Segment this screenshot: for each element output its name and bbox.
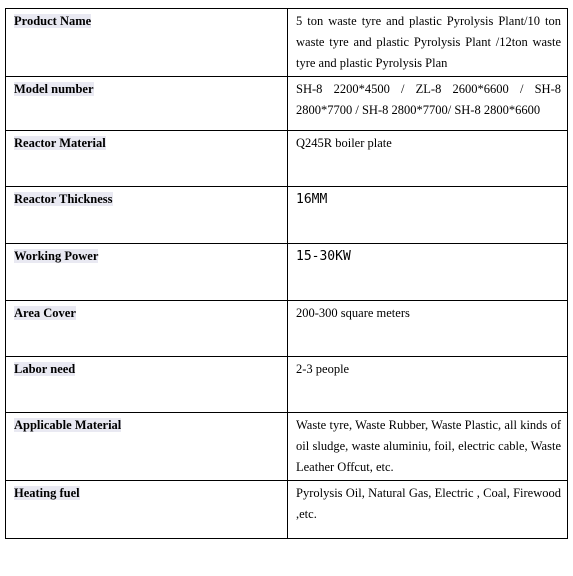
row-label-cell	[6, 244, 288, 301]
product-name-label: Product Name	[14, 14, 92, 28]
table-row	[6, 413, 568, 481]
area-cover-value: 200-300 square meters	[288, 301, 568, 357]
labor-need-label: Labor need	[14, 362, 76, 376]
reactor-thickness-label: Reactor Thickness	[14, 192, 113, 206]
table-row	[6, 9, 568, 77]
labor-need-value: 2-3 people	[288, 357, 568, 413]
table-row	[6, 77, 568, 131]
row-label-cell	[6, 77, 288, 131]
heating-fuel-label: Heating fuel	[14, 486, 80, 500]
reactor-material-value: Q245R boiler plate	[288, 131, 568, 187]
row-label-cell	[6, 187, 288, 244]
model-number-value: SH-8 2200*4500 / ZL-8 2600*6600 / SH-8 2800*7700 / SH-8 2800*7700/ SH-8 2800*6600	[288, 77, 568, 131]
applicable-material-value: Waste tyre, Waste Rubber, Waste Plastic, all kinds of oil sludge, waste aluminiu, foil, electric cable, Waste Leather Offcut, etc.	[288, 413, 568, 481]
table-row	[6, 244, 568, 301]
row-label-cell	[6, 481, 288, 539]
product-name-value: 5 ton waste tyre and plastic Pyrolysis Plant/10 ton waste tyre and plastic Pyrolysis Plant /12ton waste tyre and plastic Pyrolysis Plan	[288, 9, 568, 77]
table-row	[6, 357, 568, 413]
table-row	[6, 301, 568, 357]
working-power-label: Working Power	[14, 249, 99, 263]
heating-fuel-value: Pyrolysis Oil, Natural Gas, Electric , Coal, Firewood ,etc.	[288, 481, 568, 539]
table-row	[6, 187, 568, 244]
row-label-cell	[6, 357, 288, 413]
table-row	[6, 481, 568, 539]
table-row	[6, 131, 568, 187]
model-number-label: Model number	[14, 82, 94, 96]
specification-table	[5, 8, 568, 539]
row-label-cell	[6, 9, 288, 77]
area-cover-label: Area Cover	[14, 306, 76, 320]
reactor-material-label: Reactor Material	[14, 136, 106, 150]
row-label-cell	[6, 131, 288, 187]
applicable-material-label: Applicable Material	[14, 418, 122, 432]
working-power-value: 15-30KW	[288, 244, 568, 301]
reactor-thickness-value: 16MM	[288, 187, 568, 244]
row-label-cell	[6, 413, 288, 481]
row-label-cell	[6, 301, 288, 357]
